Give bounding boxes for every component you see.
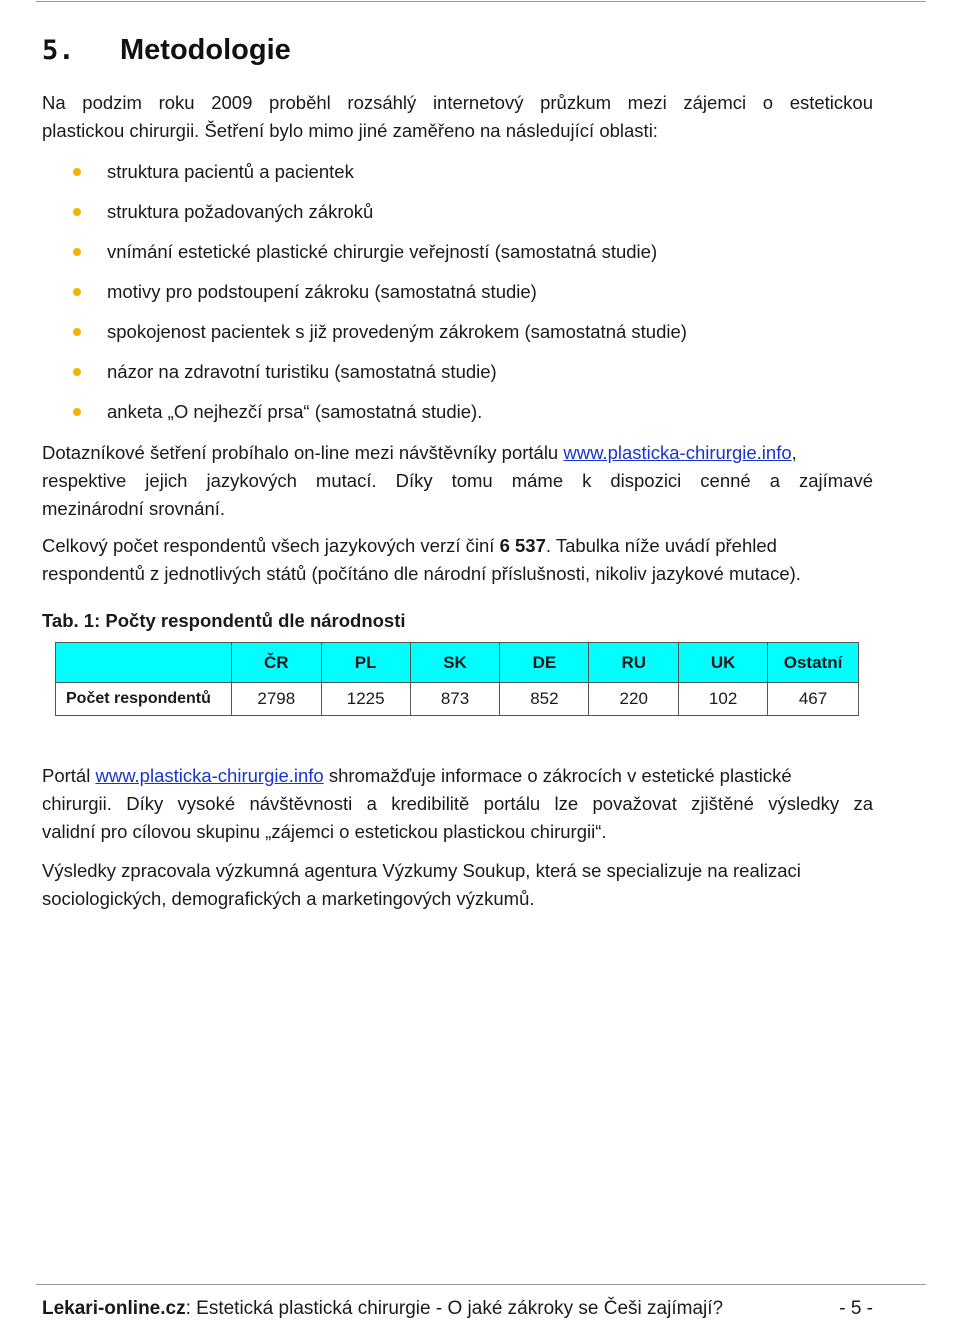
total-paragraph — [42, 532, 873, 588]
bullet-icon — [73, 408, 81, 416]
table-header-cell: SK — [410, 643, 500, 683]
footer-title: : Estetická plastická chirurgie - O jaké zákroky se Češi zajímají? — [185, 1298, 724, 1319]
footer-rule — [36, 1284, 926, 1285]
respondents-table — [55, 642, 859, 716]
list-item: spokojenost pacientek s již provedeným zákrokem (samostatná studie) — [42, 317, 687, 357]
list-item: motivy pro podstoupení zákroku (samostatná studie) — [42, 277, 687, 317]
table-header-cell: UK — [679, 643, 768, 683]
survey-line-1: Dotazníkové šetření probíhalo on-line mezi návštěvníky portálu www.plasticka-chirurgie.info, — [42, 442, 797, 463]
table-header-cell — [56, 643, 232, 683]
portal-paragraph — [42, 762, 873, 846]
portal-link[interactable]: www.plasticka-chirurgie.info — [563, 442, 792, 463]
table-cell: 852 — [500, 683, 589, 716]
list-item: struktura pacientů a pacientek — [42, 157, 687, 197]
section-number: 5. — [42, 35, 75, 66]
table-header-cell: Ostatní — [768, 643, 859, 683]
intro-paragraph — [42, 89, 873, 145]
portal-line-1: Portál www.plasticka-chirurgie.info shromažďuje informace o zákrocích v estetické plastické — [42, 765, 792, 786]
table-caption: Tab. 1: Počty respondentů dle národnosti — [42, 610, 406, 631]
table-cell: 220 — [589, 683, 679, 716]
table-header-cell: PL — [321, 643, 410, 683]
table-cell: 1225 — [321, 683, 410, 716]
table-cell: 102 — [679, 683, 768, 716]
table-cell: 873 — [410, 683, 500, 716]
bullet-icon — [73, 368, 81, 376]
section-title: Metodologie — [120, 34, 291, 66]
list-item: struktura požadovaných zákroků — [42, 197, 687, 237]
agency-paragraph — [42, 857, 873, 913]
table-cell: 2798 — [231, 683, 321, 716]
table-header-cell: ČR — [231, 643, 321, 683]
page-number: - 5 - — [839, 1298, 873, 1319]
bullet-icon — [73, 168, 81, 176]
portal-link-2[interactable]: www.plasticka-chirurgie.info — [95, 765, 324, 786]
section-heading — [42, 34, 291, 67]
total-respondents-value: 6 537 — [499, 535, 546, 556]
list-item: názor na zdravotní turistiku (samostatná studie) — [42, 357, 687, 397]
areas-list — [42, 157, 687, 437]
intro-line-1: Na podzim roku 2009 proběhl rozsáhlý internetový průzkum mezi zájemci o estetickou — [42, 92, 873, 113]
page-footer — [42, 1298, 873, 1320]
table-header-row — [56, 643, 859, 683]
list-item: anketa „O nejhezčí prsa“ (samostatná studie). — [42, 397, 687, 437]
bullet-icon — [73, 208, 81, 216]
portal-line-2: chirurgii. Díky vysoké návštěvnosti a kredibilitě portálu lze považovat zjištěné výsledky za — [42, 793, 873, 814]
agency-line-2: sociologických, demografických a marketingových výzkumů. — [42, 888, 535, 909]
table-header-cell: RU — [589, 643, 679, 683]
bullet-icon — [73, 248, 81, 256]
portal-line-3: validní pro cílovou skupinu „zájemci o estetickou plastickou chirurgii“. — [42, 821, 607, 842]
table-row — [56, 683, 859, 716]
bullet-icon — [73, 328, 81, 336]
intro-line-2: plastickou chirurgii. Šetření bylo mimo jiné zaměřeno na následující oblasti: — [42, 120, 658, 141]
survey-paragraph — [42, 439, 873, 523]
survey-line-3: mezinárodní srovnání. — [42, 498, 226, 519]
agency-line-1: Výsledky zpracovala výzkumná agentura Výzkumy Soukup, která se specializuje na realizaci — [42, 860, 801, 881]
survey-line-2: respektive jejich jazykových mutací. Díky tomu máme k dispozici cenné a zajímavé — [42, 470, 873, 491]
total-line-2: respondentů z jednotlivých států (počítáno dle národní příslušnosti, nikoliv jazykové mutace). — [42, 563, 801, 584]
bullet-icon — [73, 288, 81, 296]
footer-site: Lekari-online.cz — [42, 1298, 186, 1319]
row-label: Počet respondentů — [56, 683, 232, 716]
top-rule — [36, 1, 926, 2]
list-item: vnímání estetické plastické chirurgie veřejností (samostatná studie) — [42, 237, 687, 277]
table-header-cell: DE — [500, 643, 589, 683]
total-line-1: Celkový počet respondentů všech jazykových verzí činí 6 537. Tabulka níže uvádí přehled — [42, 535, 777, 556]
table-cell: 467 — [768, 683, 859, 716]
